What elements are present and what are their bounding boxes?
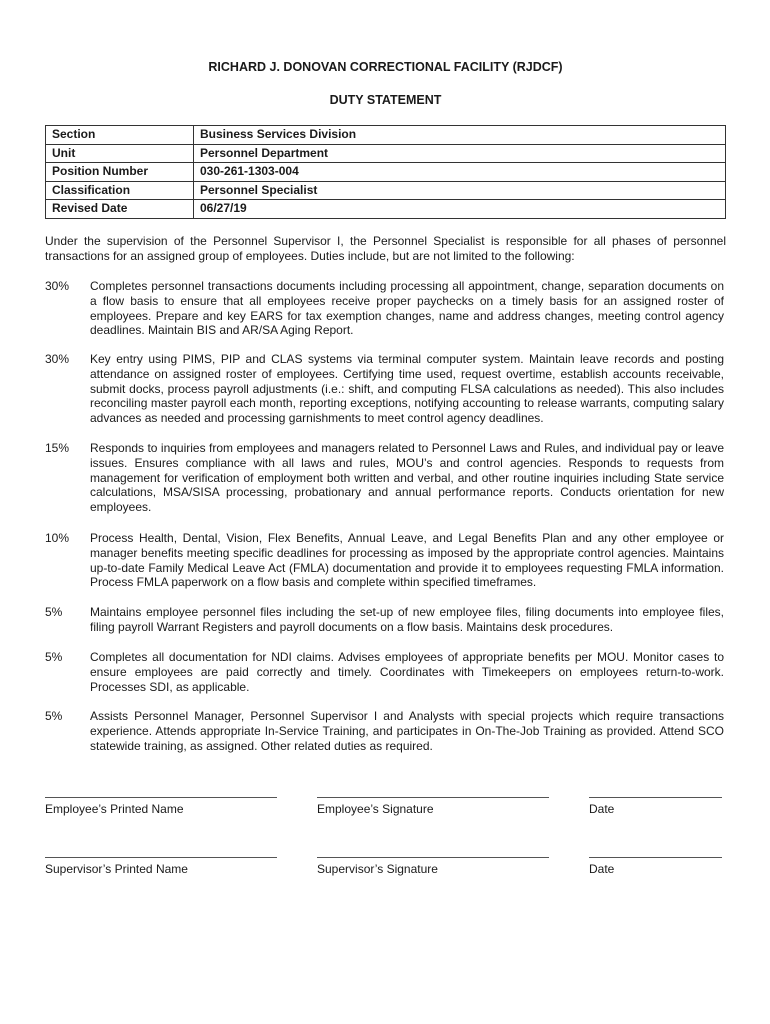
classification-value: Personnel Specialist [194,181,726,200]
supervisor-name-line[interactable] [45,857,277,858]
supervisor-name-label: Supervisor’s Printed Name [45,862,188,876]
duty-description: Responds to inquiries from employees and managers related to Personnel Laws and Rules, and individual pay or leave issues. Ensures compliance with all laws and rules, MOU’s and control agencies. Responds to requests from management for verification of employment both written and verbal, and other routine inquiries including State service calculations, MSA/SISA processing, probationary and annual performance reports. Conducts orientation for new employees. [90,441,724,515]
duty-percent: 30% [45,352,70,366]
duty-item [45,352,726,426]
table-row [46,181,726,200]
intro-paragraph: Under the supervision of the Personnel Supervisor I, the Personnel Specialist is responsible for all phases of personnel transactions for an assigned group of employees. Duties include, but are not limited to the following: [45,234,726,263]
duty-description: Key entry using PIMS, PIP and CLAS systems via terminal computer system. Maintain leave records and posting attendance on assigned roster of employees. Certifying time used, request overtime, establish accounts receivable, submit docks, process payroll adjustments (i.e.: shift, and computing FLSA calculations as needed). This also includes reconciling master payroll each month, reporting exceptions, notifying accounting to release warrants, computing salary advances as needed and processing garnishments to meet control agency deadlines. [90,352,724,426]
duty-description: Assists Personnel Manager, Personnel Supervisor I and Analysts with special projects which require transactions experience. Attends appropriate In-Service Training, and participates in On-The-Job Training as provided. Attend SCO statewide training, as assigned. Other related duties as required. [90,709,724,753]
duty-percent: 5% [45,709,63,723]
position-number-label: Position Number [46,163,194,182]
unit-value: Personnel Department [194,144,726,163]
duty-percent: 10% [45,531,70,545]
section-label: Section [46,126,194,145]
employee-name-label: Employee’s Printed Name [45,802,184,816]
duty-description: Process Health, Dental, Vision, Flex Benefits, Annual Leave, and Legal Benefits Plan and any other employee or manager benefits meeting specific deadlines for processing as imposed by the appropriate control agencies. Maintains up-to-date Family Medical Leave Act (FMLA) documentation and provide it to employees requesting FMLA information. Process FMLA paperwork on a flow basis and complete within specified timeframes. [90,531,724,590]
document-title: DUTY STATEMENT [329,93,442,107]
table-row [46,200,726,219]
duty-percent: 5% [45,605,63,619]
revised-date-label: Revised Date [46,200,194,219]
position-info-table [45,125,726,219]
duty-item [45,441,726,515]
duty-item [45,605,726,635]
employee-date-label: Date [589,802,615,816]
supervisor-signature-line[interactable] [317,857,549,858]
duty-description: Maintains employee personnel files including the set-up of new employee files, filing documents into employee files, filing payroll Warrant Registers and payroll documents on a flow basis. Maintains desk procedures. [90,605,724,634]
duty-percent: 15% [45,441,70,455]
classification-label: Classification [46,181,194,200]
section-value: Business Services Division [194,126,726,145]
employee-signature-label: Employee’s Signature [317,802,434,816]
employee-name-line[interactable] [45,797,277,798]
duty-item [45,279,726,338]
table-row [46,163,726,182]
duty-item [45,531,726,590]
position-number-value: 030-261-1303-004 [194,163,726,182]
duty-percent: 30% [45,279,70,293]
unit-label: Unit [46,144,194,163]
supervisor-signature-label: Supervisor’s Signature [317,862,438,876]
table-row [46,144,726,163]
table-row [46,126,726,145]
duty-item [45,709,726,753]
revised-date-value: 06/27/19 [194,200,726,219]
employee-date-line[interactable] [589,797,722,798]
supervisor-date-label: Date [589,862,615,876]
supervisor-date-line[interactable] [589,857,722,858]
facility-title: RICHARD J. DONOVAN CORRECTIONAL FACILITY (RJDCF) [208,60,563,74]
duty-description: Completes personnel transactions documents including processing all appointment, change, separation documents on a flow basis to ensure that all employees receive proper paychecks on a timely basis for an assigned roster of employees. Prepare and key EARS for tax exemption changes, name and address changes, meeting control agency deadlines. Maintain BIS and AR/SA Aging Report. [90,279,724,338]
employee-signature-line[interactable] [317,797,549,798]
duty-description: Completes all documentation for NDI claims. Advises employees of appropriate benefits per MOU. Monitor cases to ensure employees are paid correctly and timely. Coordinates with Timekeepers on employees return-to-work. Processes SDI, as applicable. [90,650,724,694]
duty-item [45,650,726,694]
duty-percent: 5% [45,650,63,664]
